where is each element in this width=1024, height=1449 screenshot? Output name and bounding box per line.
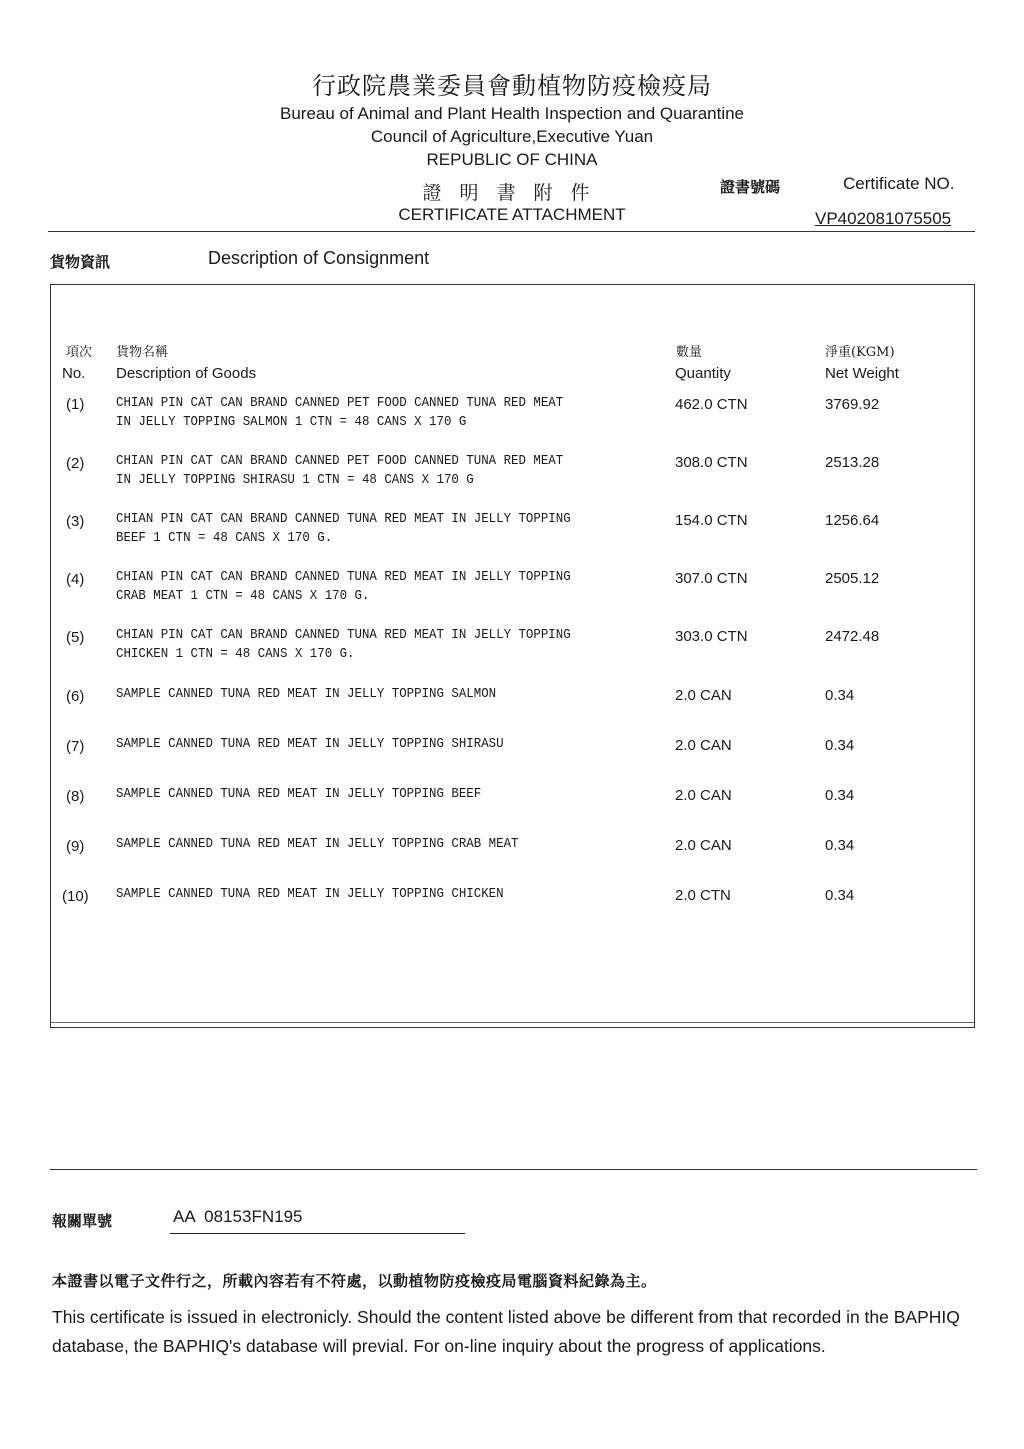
consignment-label-cn: 貨物資訊 — [50, 253, 111, 271]
row-net-weight: 3769.92 — [825, 396, 880, 413]
col-qty-en: Quantity — [675, 365, 731, 382]
row-desc-line: IN JELLY TOPPING SALMON 1 CTN = 48 CANS X 170 G — [116, 415, 467, 430]
row-description: SAMPLE CANNED TUNA RED MEAT IN JELLY TOPPING CRAB MEAT — [116, 837, 519, 852]
row-net-weight: 0.34 — [825, 687, 855, 704]
declaration-label-cn: 報關單號 — [52, 1212, 113, 1230]
col-qty-cn: 數量 — [676, 345, 703, 360]
row-description: SAMPLE CANNED TUNA RED MEAT IN JELLY TOPPING SALMON — [116, 687, 497, 702]
row-description: SAMPLE CANNED TUNA RED MEAT IN JELLY TOPPING CHICKEN — [116, 887, 504, 902]
row-net-weight: 1256.64 — [825, 512, 880, 529]
row-net-weight: 2505.12 — [825, 570, 880, 587]
agency-title-cn: 行政院農業委員會動植物防疫檢疫局 — [312, 72, 712, 100]
row-quantity: 2.0 CAN — [675, 687, 732, 704]
declaration-number: AA 08153FN195 — [170, 1207, 465, 1234]
agency-title-en: Bureau of Animal and Plant Health Inspection and Quarantine — [279, 104, 745, 123]
row-desc-line: CRAB MEAT 1 CTN = 48 CANS X 170 G. — [116, 589, 370, 604]
col-no-cn: 項次 — [66, 345, 93, 360]
row-description: SAMPLE CANNED TUNA RED MEAT IN JELLY TOPPING SHIRASU — [116, 737, 504, 752]
row-desc-line: CHIAN PIN CAT CAN BRAND CANNED TUNA RED MEAT IN JELLY TOPPING — [116, 512, 571, 527]
row-quantity: 308.0 CTN — [675, 454, 748, 471]
header-divider — [48, 231, 975, 232]
consignment-label-en: Description of Consignment — [208, 248, 430, 268]
row-description — [116, 452, 622, 490]
row-no: (4) — [66, 571, 85, 588]
row-net-weight: 2513.28 — [825, 454, 880, 471]
col-weight-cn: 淨重(KGM) — [825, 345, 895, 360]
row-description — [116, 626, 622, 664]
row-net-weight: 0.34 — [825, 737, 855, 754]
row-no: (7) — [66, 738, 85, 755]
row-desc-line: CHIAN PIN CAT CAN BRAND CANNED TUNA RED MEAT IN JELLY TOPPING — [116, 570, 571, 585]
row-net-weight: 2472.48 — [825, 628, 880, 645]
col-desc-cn: 貨物名稱 — [116, 345, 169, 360]
certificate-label-cn: 證書號碼 — [720, 178, 781, 196]
note-en: This certificate is issued in electronicly. Should the content listed above be different from that recorded in the BAPHIQ database, the BAPHIQ's database will previal. For on-line inquiry about the progress of applications. — [52, 1307, 960, 1356]
row-quantity: 2.0 CAN — [675, 837, 732, 854]
footer-divider — [50, 1169, 977, 1170]
row-desc-line: CHIAN PIN CAT CAN BRAND CANNED PET FOOD CANNED TUNA RED MEAT — [116, 454, 564, 469]
row-no: (6) — [66, 688, 85, 705]
row-no: (10) — [62, 888, 89, 905]
row-desc-line: CHIAN PIN CAT CAN BRAND CANNED TUNA RED MEAT IN JELLY TOPPING — [116, 628, 571, 643]
col-weight-en: Net Weight — [825, 365, 899, 382]
certificate-number: VP402081075505 — [815, 209, 952, 228]
row-no: (3) — [66, 513, 85, 530]
row-quantity: 154.0 CTN — [675, 512, 748, 529]
row-desc-line: IN JELLY TOPPING SHIRASU 1 CTN = 48 CANS X 170 G — [116, 473, 474, 488]
row-quantity: 462.0 CTN — [675, 396, 748, 413]
row-quantity: 2.0 CTN — [675, 887, 731, 904]
row-description — [116, 568, 622, 606]
col-desc-en: Description of Goods — [116, 365, 257, 382]
attachment-title-cn: 證明書附件 — [422, 182, 608, 204]
row-quantity: 303.0 CTN — [675, 628, 748, 645]
certificate-label-en: Certificate NO. — [843, 174, 955, 193]
row-description: SAMPLE CANNED TUNA RED MEAT IN JELLY TOPPING BEEF — [116, 787, 482, 802]
note-cn: 本證書以電子文件行之，所載內容若有不符處，以動植物防疫檢疫局電腦資料紀錄為主。 — [52, 1272, 657, 1290]
row-net-weight: 0.34 — [825, 837, 855, 854]
row-quantity: 2.0 CAN — [675, 737, 732, 754]
row-no: (2) — [66, 455, 85, 472]
row-net-weight: 0.34 — [825, 787, 855, 804]
row-net-weight: 0.34 — [825, 887, 855, 904]
row-description — [116, 510, 622, 548]
row-quantity: 307.0 CTN — [675, 570, 748, 587]
row-desc-line: CHIAN PIN CAT CAN BRAND CANNED PET FOOD CANNED TUNA RED MEAT — [116, 396, 564, 411]
row-quantity: 2.0 CAN — [675, 787, 732, 804]
row-no: (1) — [66, 396, 85, 413]
country-title: REPUBLIC OF CHINA — [426, 150, 598, 169]
row-no: (5) — [66, 629, 85, 646]
row-desc-line: BEEF 1 CTN = 48 CANS X 170 G. — [116, 531, 333, 546]
row-no: (9) — [66, 838, 85, 855]
row-desc-line: CHICKEN 1 CTN = 48 CANS X 170 G. — [116, 647, 355, 662]
row-description — [116, 394, 622, 432]
col-no-en: No. — [62, 365, 86, 382]
row-no: (8) — [66, 788, 85, 805]
council-title: Council of Agriculture,Executive Yuan — [370, 127, 654, 146]
attachment-title-en: CERTIFICATE ATTACHMENT — [398, 205, 626, 224]
